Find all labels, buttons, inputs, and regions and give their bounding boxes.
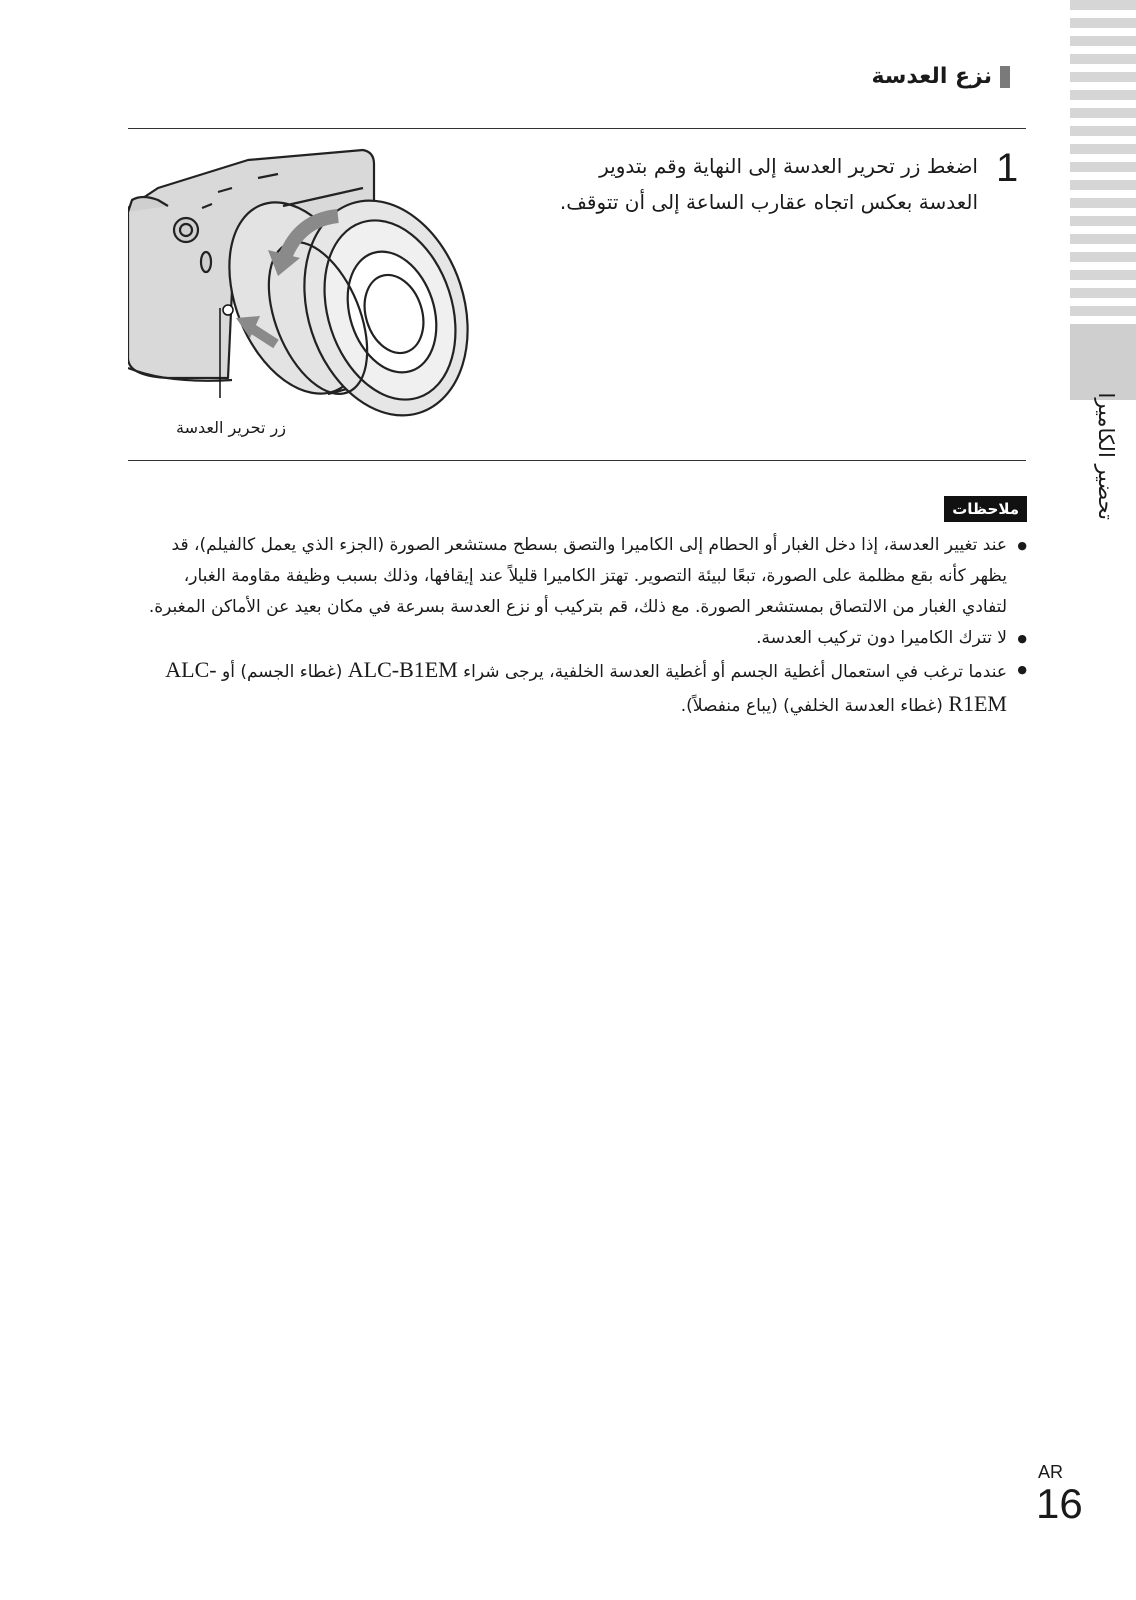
page-language: AR — [1038, 1462, 1064, 1482]
notes-badge: ملاحظات — [944, 496, 1027, 522]
model-alc-r1em: ALC-R1EM — [165, 657, 1007, 716]
section-title — [871, 64, 1010, 89]
title-marker-icon — [1000, 66, 1010, 88]
model-alc-b1em: ALC-B1EM — [347, 657, 458, 682]
notes-list — [147, 530, 1027, 722]
side-tab-label: تحضير الكاميرا — [1094, 392, 1118, 520]
figure-caption: زر تحرير العدسة — [176, 418, 286, 437]
camera-lens-illustration — [128, 148, 488, 418]
active-section-tab — [1070, 324, 1136, 400]
section-title-text: نزع العدسة — [871, 64, 992, 89]
top-divider — [128, 128, 1026, 129]
note-item: ● لا تترك الكاميرا دون تركيب العدسة. — [147, 623, 1027, 654]
note-item: ● عندما ترغب في استعمال أغطية الجسم أو أغطية العدسة الخلفية، يرجى شراء ALC-B1EM (غطاء الجسم) أو ALC-R1EM (غطاء العدسة الخلفي) (يباع منفصلاً). — [147, 654, 1027, 722]
step-instruction: اضغط زر تحرير العدسة إلى النهاية وقم بتدوير العدسة بعكس اتجاه عقارب الساعة إلى أن تتوقف. — [559, 154, 978, 214]
bottom-divider — [128, 460, 1026, 461]
step-number: 1 — [996, 146, 1019, 190]
note-item: ● عند تغيير العدسة، إذا دخل الغبار أو الحطام إلى الكاميرا والتصق بسطح مستشعر الصورة (الجزء الذي يعمل كالفيلم)، قد يظهر كأنه بقع مظلمة على الصورة، تبعًا لبيئة التصوير. تهتز الكاميرا قليلاً عند إيقافها، وذلك بسبب وظيفة مقاومة الغبار، لتفادي الغبار من الالتصاق بمستشعر الصورة. مع ذلك، قم بتركيب أو نزع العدسة بسرعة في مكان بعيد عن الأماكن المغبرة. — [147, 530, 1027, 623]
page-number: 16 — [1036, 1480, 1083, 1527]
